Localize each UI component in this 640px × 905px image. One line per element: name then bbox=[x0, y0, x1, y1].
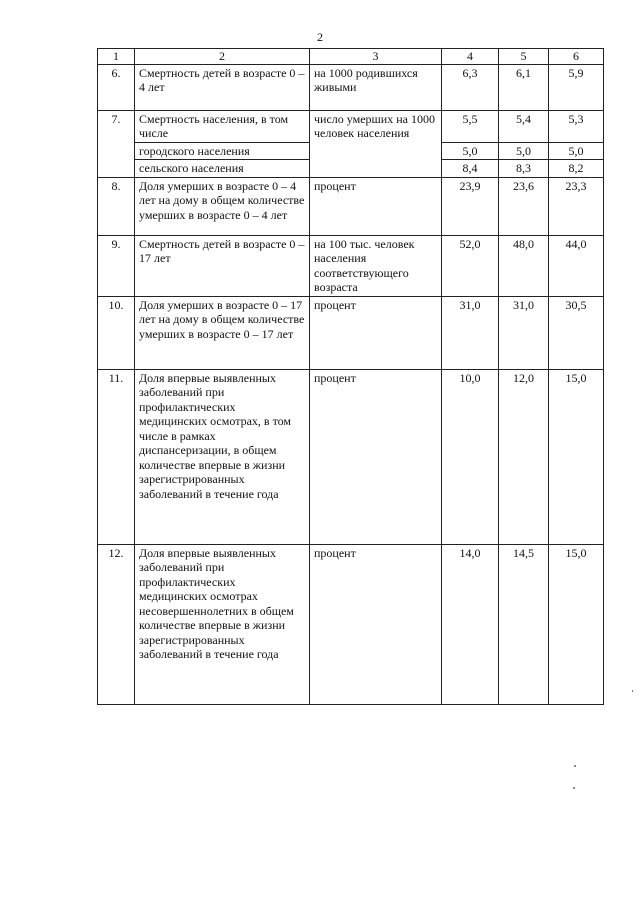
indicator-name: Смертность населения, в том числе bbox=[135, 110, 310, 142]
value-col-5: 31,0 bbox=[499, 296, 549, 369]
value-col-6: 8,2 bbox=[549, 160, 604, 178]
indicator-name: Доля умерших в возрасте 0 – 17 лет на дому в общем количестве умерших в возрасте 0 – 17 лет bbox=[135, 296, 310, 369]
value-col-5: 5,4 bbox=[499, 110, 549, 142]
value-col-5: 6,1 bbox=[499, 64, 549, 110]
unit-of-measure: на 100 тыс. человек населения соответствующего возраста bbox=[310, 235, 442, 296]
table-row bbox=[98, 544, 604, 704]
header-col-1: 1 bbox=[98, 49, 135, 65]
value-col-4: 10,0 bbox=[442, 369, 499, 544]
value-col-6: 23,3 bbox=[549, 177, 604, 235]
value-col-4: 31,0 bbox=[442, 296, 499, 369]
table-row bbox=[98, 369, 604, 544]
indicator-name: Доля впервые выявленных заболеваний при профилактических медицинских осмотрах несовершеннолетних в общем количестве впервые в жизни зарегистрированных заболеваний в течение года bbox=[135, 544, 310, 704]
table-row bbox=[98, 235, 604, 296]
value-col-5: 5,0 bbox=[499, 142, 549, 160]
value-col-6: 5,0 bbox=[549, 142, 604, 160]
value-col-4: 52,0 bbox=[442, 235, 499, 296]
header-col-2: 2 bbox=[135, 49, 310, 65]
value-col-4: 6,3 bbox=[442, 64, 499, 110]
value-col-6: 30,5 bbox=[549, 296, 604, 369]
scan-speck bbox=[573, 787, 575, 789]
table-row bbox=[98, 110, 604, 142]
header-col-3: 3 bbox=[310, 49, 442, 65]
unit-of-measure: на 1000 родившихся живыми bbox=[310, 64, 442, 110]
scan-speck bbox=[574, 765, 576, 767]
table-row bbox=[98, 177, 604, 235]
table-row bbox=[98, 64, 604, 110]
value-col-6: 15,0 bbox=[549, 544, 604, 704]
value-col-5: 12,0 bbox=[499, 369, 549, 544]
row-number: 12. bbox=[98, 544, 135, 704]
value-col-6: 5,3 bbox=[549, 110, 604, 142]
value-col-4: 5,5 bbox=[442, 110, 499, 142]
indicators-table bbox=[97, 48, 604, 705]
indicator-name: сельского населения bbox=[135, 160, 310, 178]
indicator-name: Доля умерших в возрасте 0 – 4 лет на дому в общем количестве умерших в возрасте 0 – 4 лет bbox=[135, 177, 310, 235]
value-col-5: 23,6 bbox=[499, 177, 549, 235]
value-col-6: 44,0 bbox=[549, 235, 604, 296]
row-number: 9. bbox=[98, 235, 135, 296]
header-col-4: 4 bbox=[442, 49, 499, 65]
value-col-4: 5,0 bbox=[442, 142, 499, 160]
value-col-4: 8,4 bbox=[442, 160, 499, 178]
table-header-row bbox=[98, 49, 604, 65]
value-col-5: 14,5 bbox=[499, 544, 549, 704]
value-col-6: 15,0 bbox=[549, 369, 604, 544]
value-col-5: 8,3 bbox=[499, 160, 549, 178]
indicator-name: Смертность детей в возрасте 0 – 17 лет bbox=[135, 235, 310, 296]
unit-of-measure: процент bbox=[310, 544, 442, 704]
unit-of-measure: процент bbox=[310, 177, 442, 235]
scan-speck bbox=[632, 690, 633, 692]
row-number: 8. bbox=[98, 177, 135, 235]
row-number: 6. bbox=[98, 64, 135, 110]
value-col-5: 48,0 bbox=[499, 235, 549, 296]
indicator-name: городского населения bbox=[135, 142, 310, 160]
page-number: 2 bbox=[317, 30, 323, 44]
header-col-6: 6 bbox=[549, 49, 604, 65]
indicator-name: Доля впервые выявленных заболеваний при профилактических медицинских осмотрах, в том числе в рамках диспансеризации, в общем количестве впервые в жизни зарегистрированных заболеваний в течение года bbox=[135, 369, 310, 544]
row-number: 7. bbox=[98, 110, 135, 177]
value-col-4: 14,0 bbox=[442, 544, 499, 704]
indicator-name: Смертность детей в возрасте 0 – 4 лет bbox=[135, 64, 310, 110]
header-col-5: 5 bbox=[499, 49, 549, 65]
table-row bbox=[98, 296, 604, 369]
row-number: 10. bbox=[98, 296, 135, 369]
unit-of-measure: процент bbox=[310, 296, 442, 369]
value-col-6: 5,9 bbox=[549, 64, 604, 110]
unit-of-measure: процент bbox=[310, 369, 442, 544]
row-number: 11. bbox=[98, 369, 135, 544]
unit-of-measure: число умерших на 1000 человек населения bbox=[310, 110, 442, 177]
value-col-4: 23,9 bbox=[442, 177, 499, 235]
